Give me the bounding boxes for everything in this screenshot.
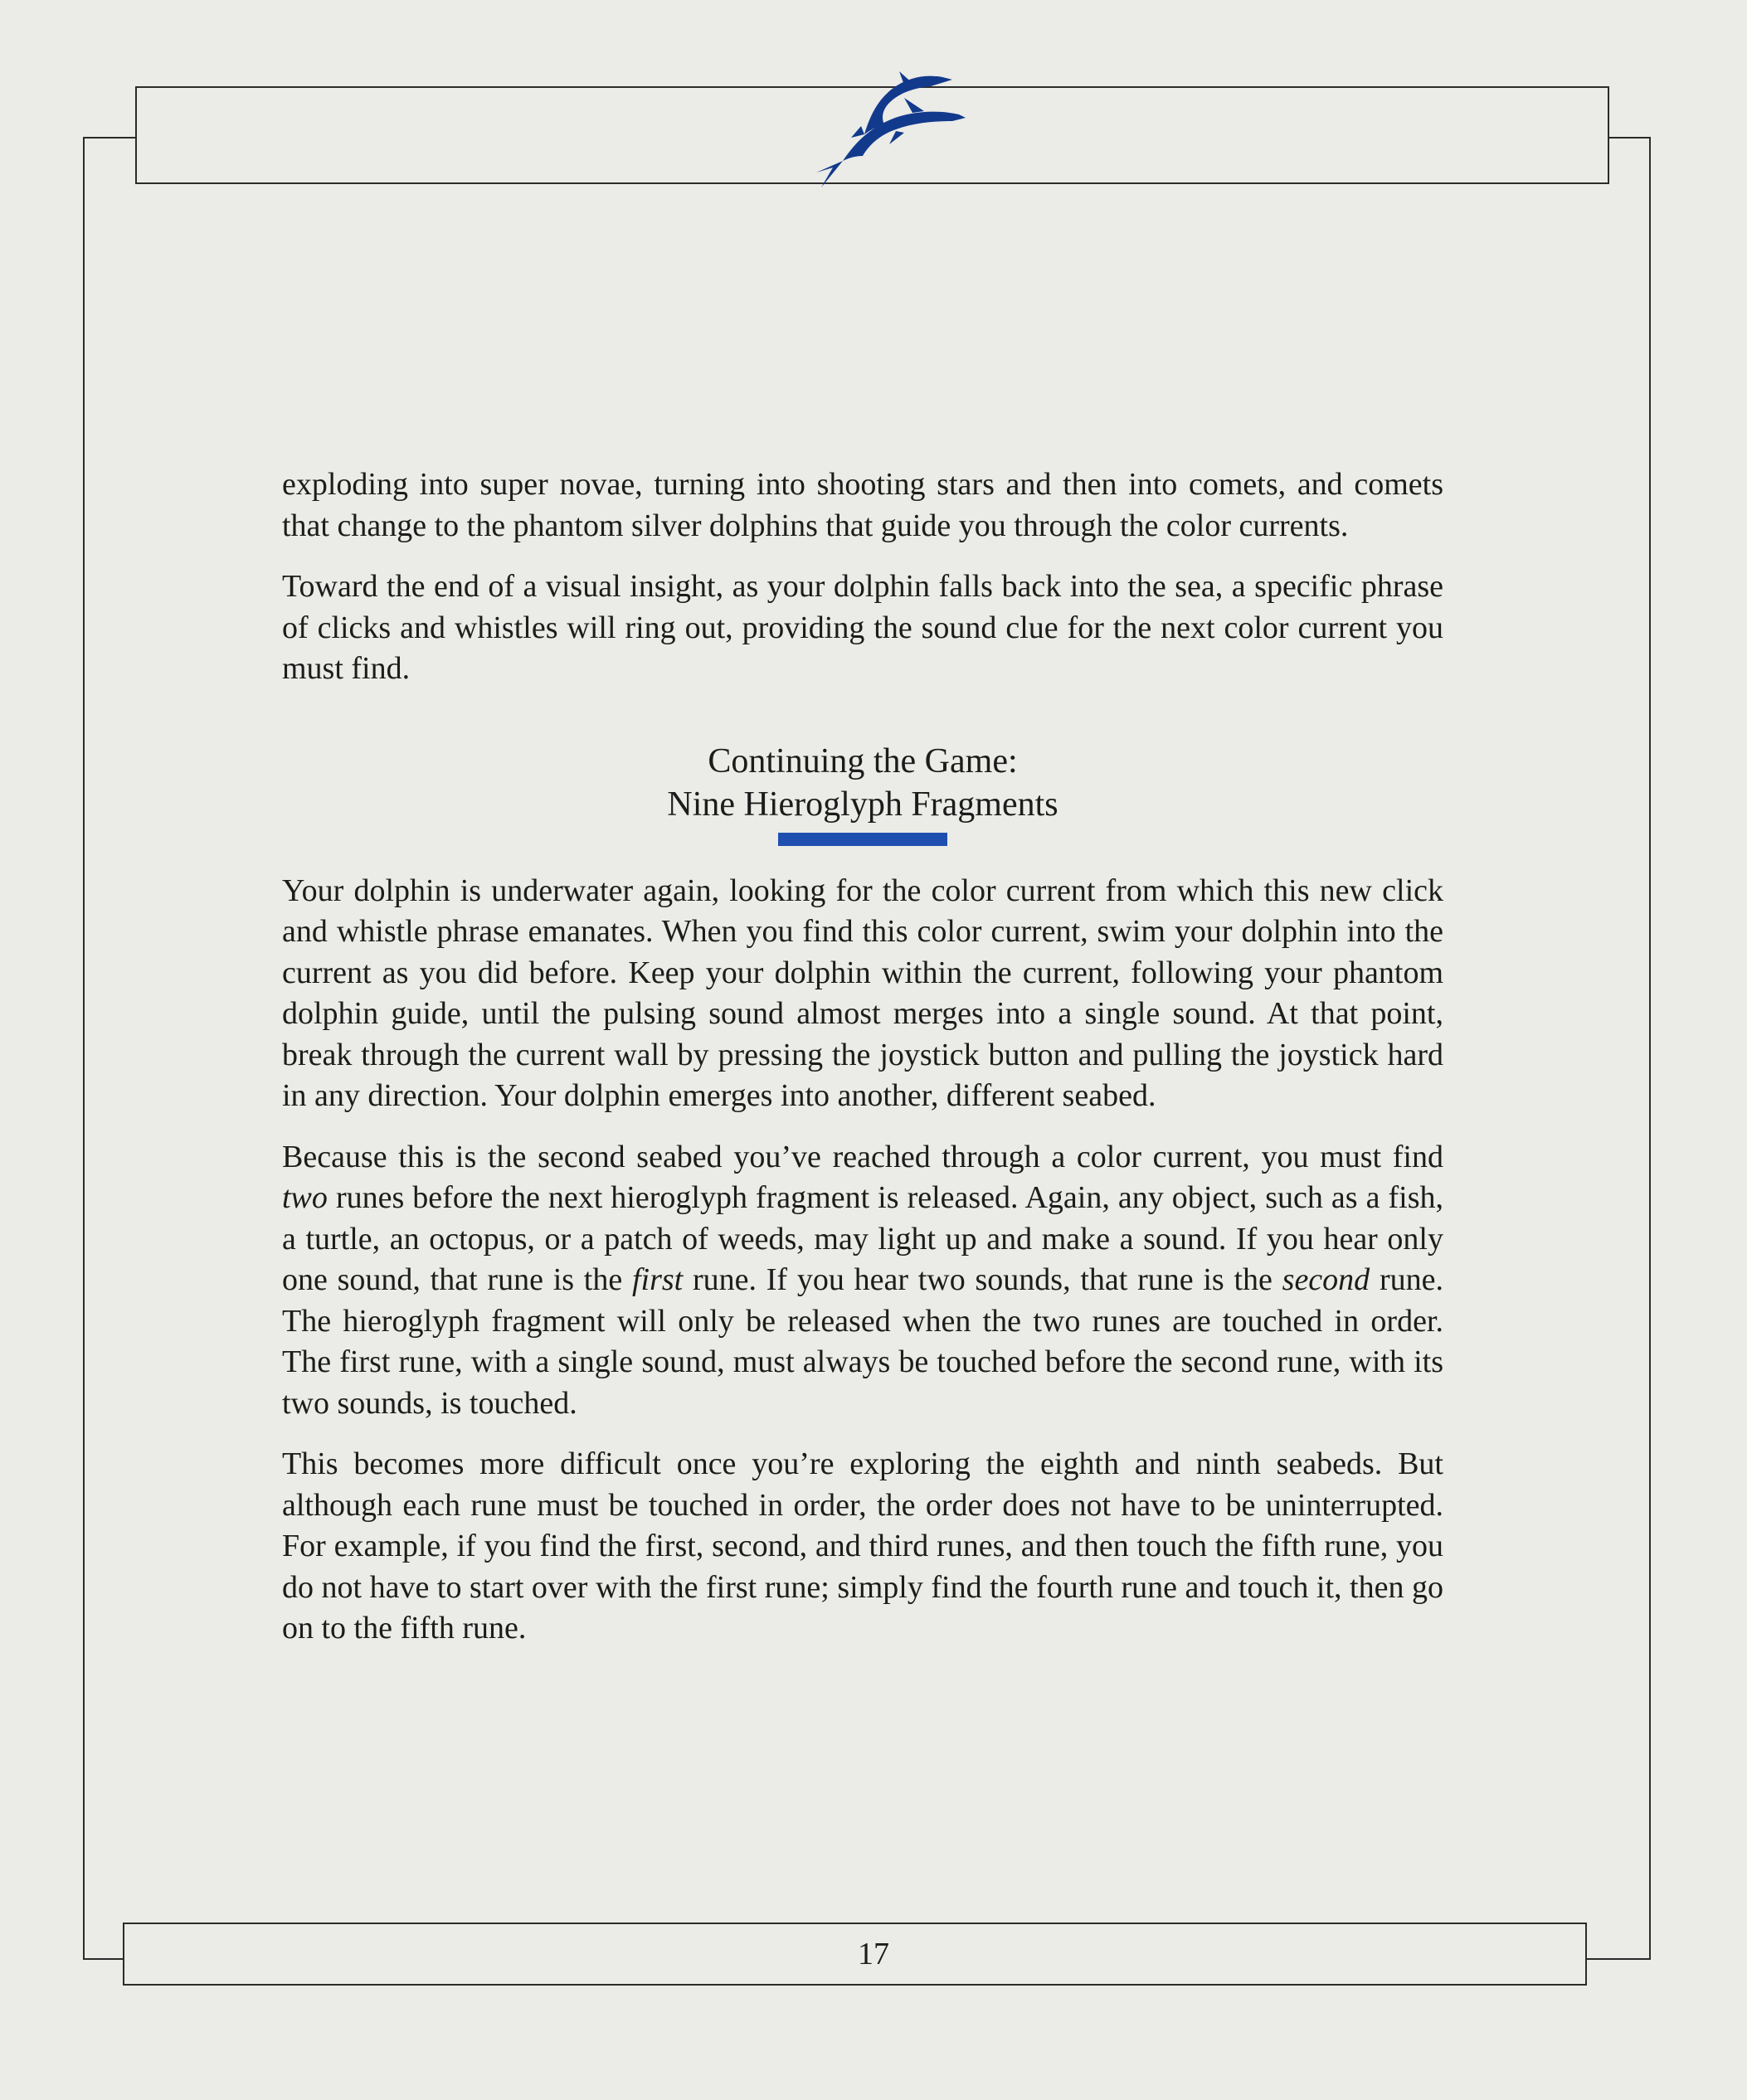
paragraph-4-text-4: rune. The hieroglyph fragment will only be released when the two runes are touched in order. The first rune, with a single sound, must always be touched before the second rune, with its two sounds, is touched. [282,1262,1443,1421]
heading-line-1: Continuing the Game: [708,741,1018,780]
emphasis-second: second [1282,1262,1370,1297]
paragraph-4-text-1: Because this is the second seabed you’ve reached through a color current, you must find [282,1139,1443,1174]
paragraph-1: exploding into super novae, turning into shooting stars and then into comets, and comets that change to the phantom silver dolphins that guide you through the color currents. [282,467,1443,543]
paragraph-4-text-3: rune. If you hear two sounds, that rune is the [683,1262,1282,1297]
heading-underline-bar [778,833,947,846]
page-content [282,464,1443,1670]
paragraph-4-text-2: runes before the next hieroglyph fragment is released. Again, any object, such as a fish, a turtle, an octopus, or a patch of weeds, may light up and make a sound. If you hear only one sound, that rune is the [282,1180,1443,1297]
paragraph-4 [282,1137,1443,1425]
paragraph-2: Toward the end of a visual insight, as your dolphin falls back into the sea, a specific phrase of clicks and whistles will ring out, providing the sound clue for the next color current you must find. [282,569,1443,686]
emphasis-two: two [282,1180,328,1215]
emphasis-first: first [631,1262,684,1297]
heading-line-2: Nine Hieroglyph Fragments [667,785,1058,824]
paragraph-3: Your dolphin is underwater again, looking for the color current from which this new click and whistle phrase emanates. When you find this color current, swim your dolphin into the current as you did before. Keep your dolphin within the current, following your phantom dolphin guide, until the pulsing sound almost merges into a single sound. At that point, break through the current wall by pressing the joystick button and pulling the joystick hard in any direction. Your dolphin emerges into another, different seabed. [282,873,1443,1113]
paragraph-5: This becomes more difficult once you’re exploring the eighth and ninth seabeds. But although each rune must be touched in order, the order does not have to be uninterrupted. For example, if you find the first, second, and third runes, and then touch the fifth rune, you do not have to start over with the first rune; simply find the fourth rune and touch it, then go on to the fifth rune. [282,1446,1443,1645]
section-heading [282,740,1443,826]
page-number: 17 [858,1937,889,1971]
two-dolphins-icon [813,68,966,201]
